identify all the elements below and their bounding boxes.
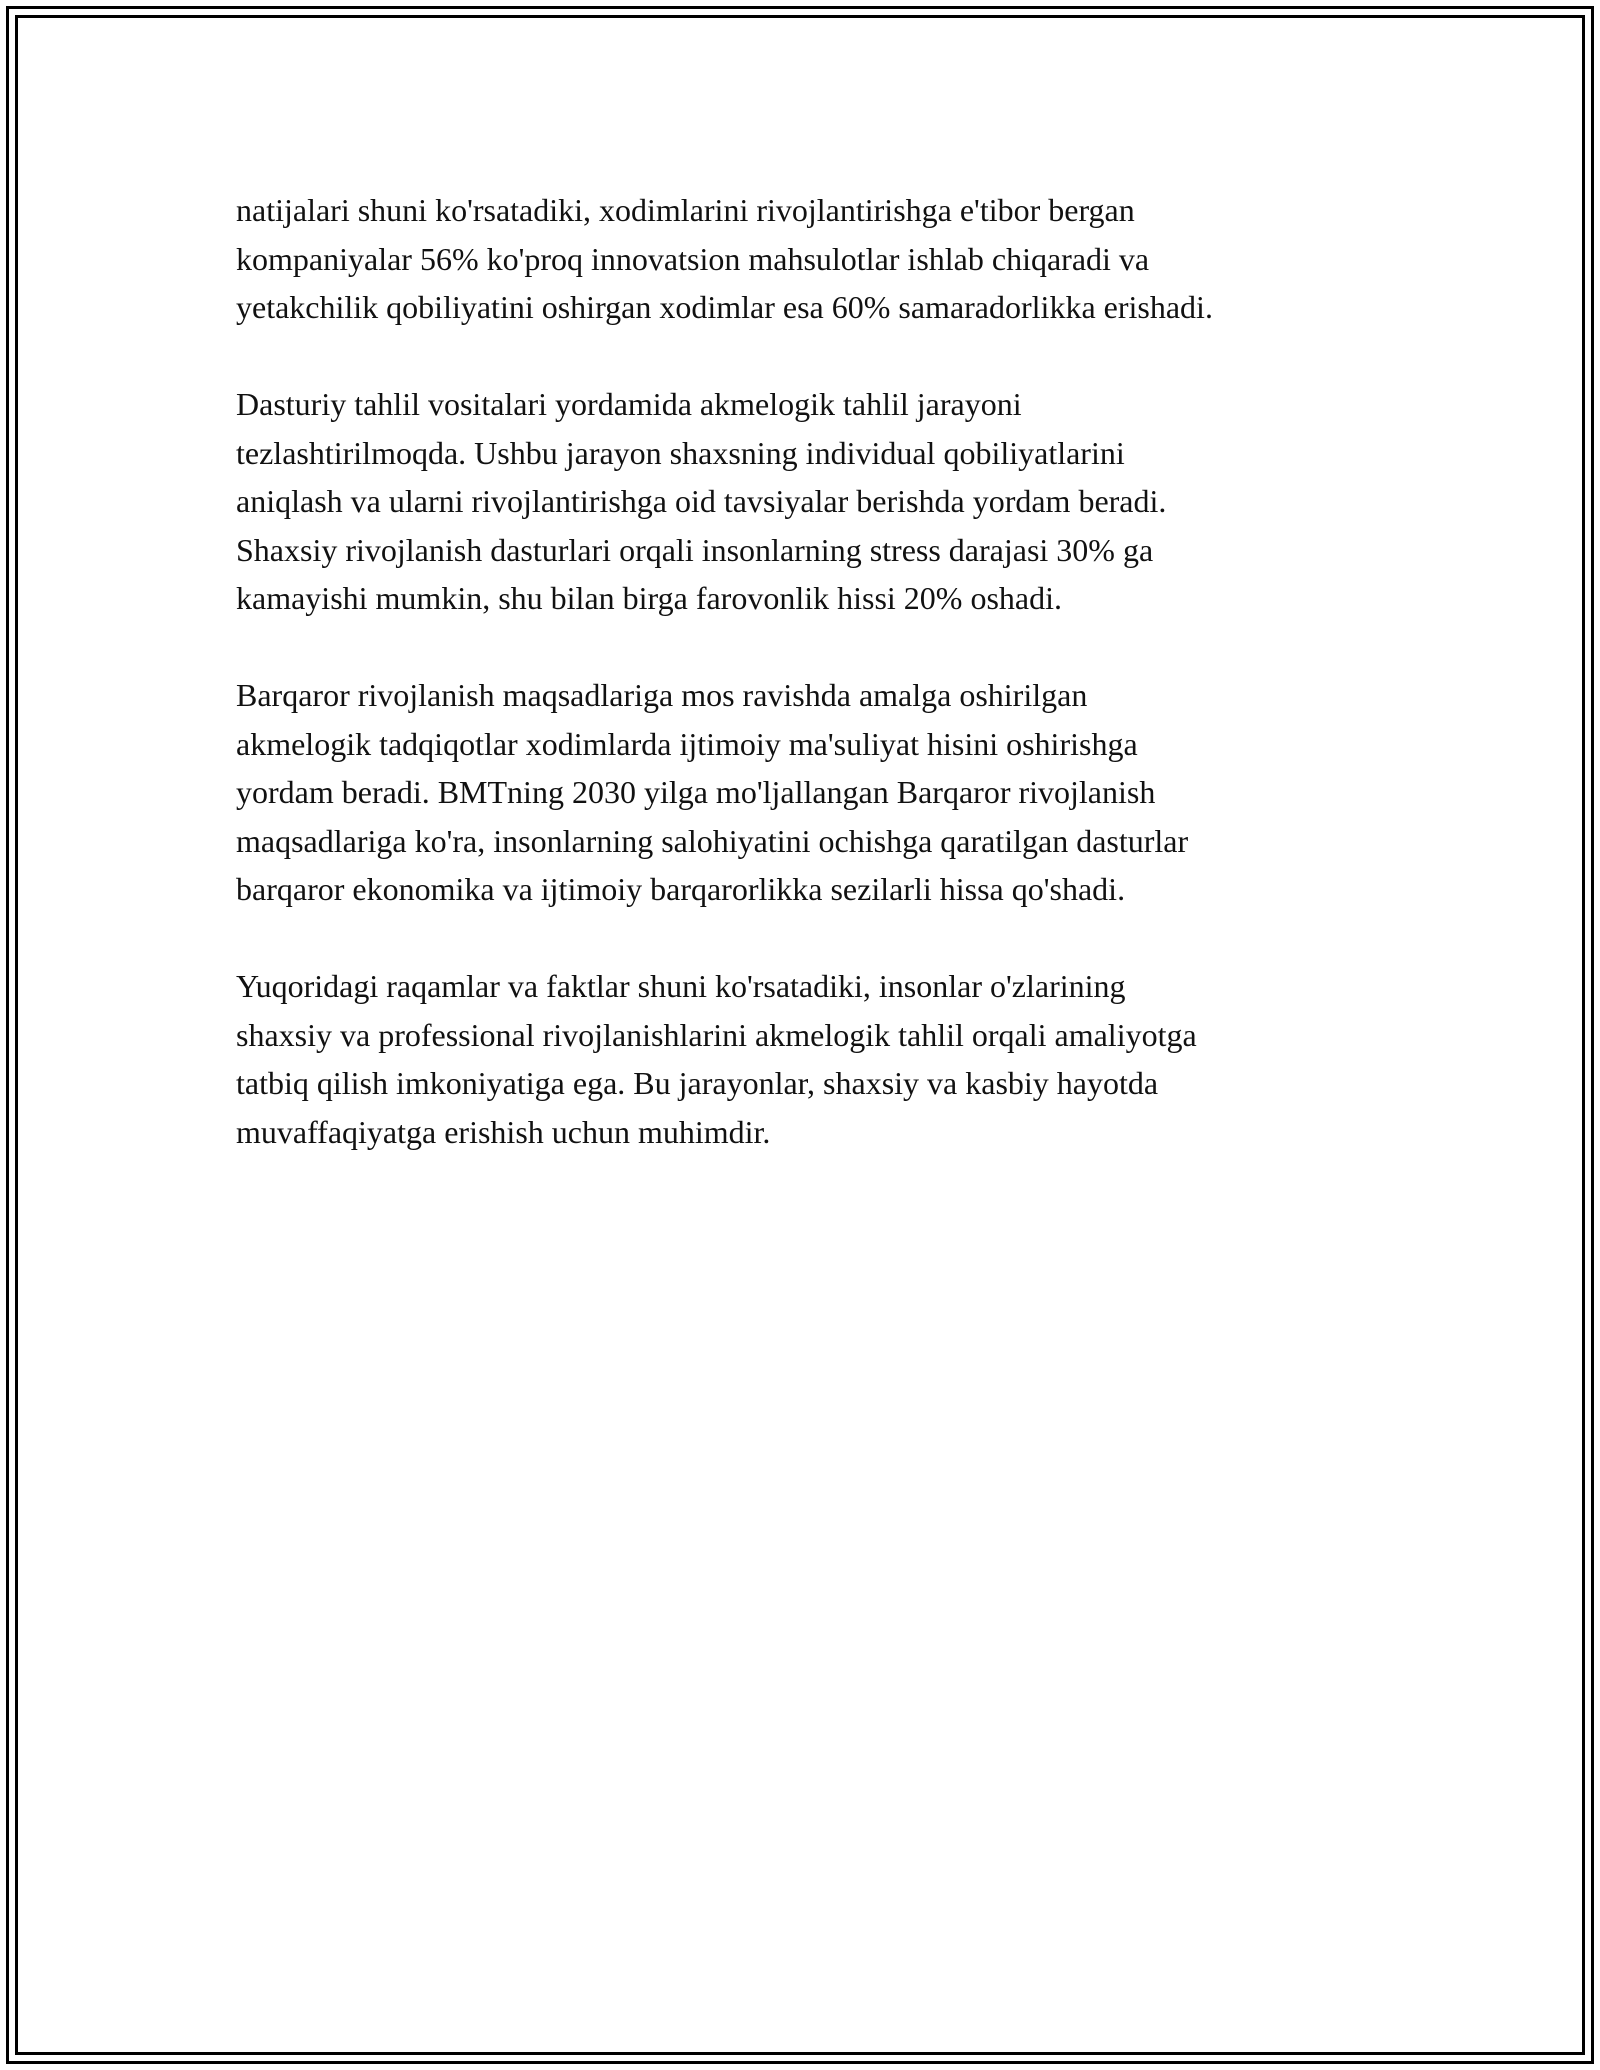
text-line: tatbiq qilish imkoniyatiga ega. Bu jarayonlar, shaxsiy va kasbiy hayotda [236,1065,1159,1101]
paragraph-4 [236,962,1376,1156]
text-line: yordam beradi. BMTning 2030 yilga mo'ljallangan Barqaror rivojlanish [236,774,1156,810]
text-line: aniqlash va ularni rivojlantirishga oid tavsiyalar berishda yordam beradi. [236,483,1167,519]
text-line: kamayishi mumkin, shu bilan birga farovonlik hissi 20% oshadi. [236,580,1062,616]
document-body [236,186,1376,1205]
paragraph-2 [236,380,1376,623]
text-line: yetakchilik qobiliyatini oshirgan xodimlar esa 60% samaradorlikka erishadi. [236,289,1213,325]
text-line: tezlashtirilmoqda. Ushbu jarayon shaxsning individual qobiliyatlarini [236,434,1125,471]
text-line: Barqaror rivojlanish maqsadlariga mos ravishda amalga oshirilgan [236,677,1088,713]
paragraph-3 [236,671,1376,914]
paragraph-1 [236,186,1376,332]
text-line: natijalari shuni ko'rsatadiki, xodimlarini rivojlantirishga e'tibor bergan [236,192,1135,228]
text-line: maqsadlariga ko'ra, insonlarning salohiyatini ochishga qaratilgan dasturlar [236,822,1189,859]
text-line: Shaxsiy rivojlanish dasturlari orqali insonlarning stress darajasi 30% ga [236,531,1154,568]
text-line: kompaniyalar 56% ko'proq innovatsion mahsulotlar ishlab chiqaradi va [236,240,1150,277]
text-line: Dasturiy tahlil vositalari yordamida akmelogik tahlil jarayoni [236,386,1022,422]
text-line: shaxsiy va professional rivojlanishlarini akmelogik tahlil orqali amaliyotga [236,1016,1197,1053]
text-line: muvaffaqiyatga erishish uchun muhimdir. [236,1113,771,1150]
text-line: barqaror ekonomika va ijtimoiy barqarorlikka sezilarli hissa qo'shadi. [236,871,1126,907]
text-line: akmelogik tadqiqotlar xodimlarda ijtimoiy ma'suliyat hisini oshirishga [236,725,1138,762]
text-line: Yuqoridagi raqamlar va faktlar shuni ko'rsatadiki, insonlar o'zlarining [236,968,1126,1004]
